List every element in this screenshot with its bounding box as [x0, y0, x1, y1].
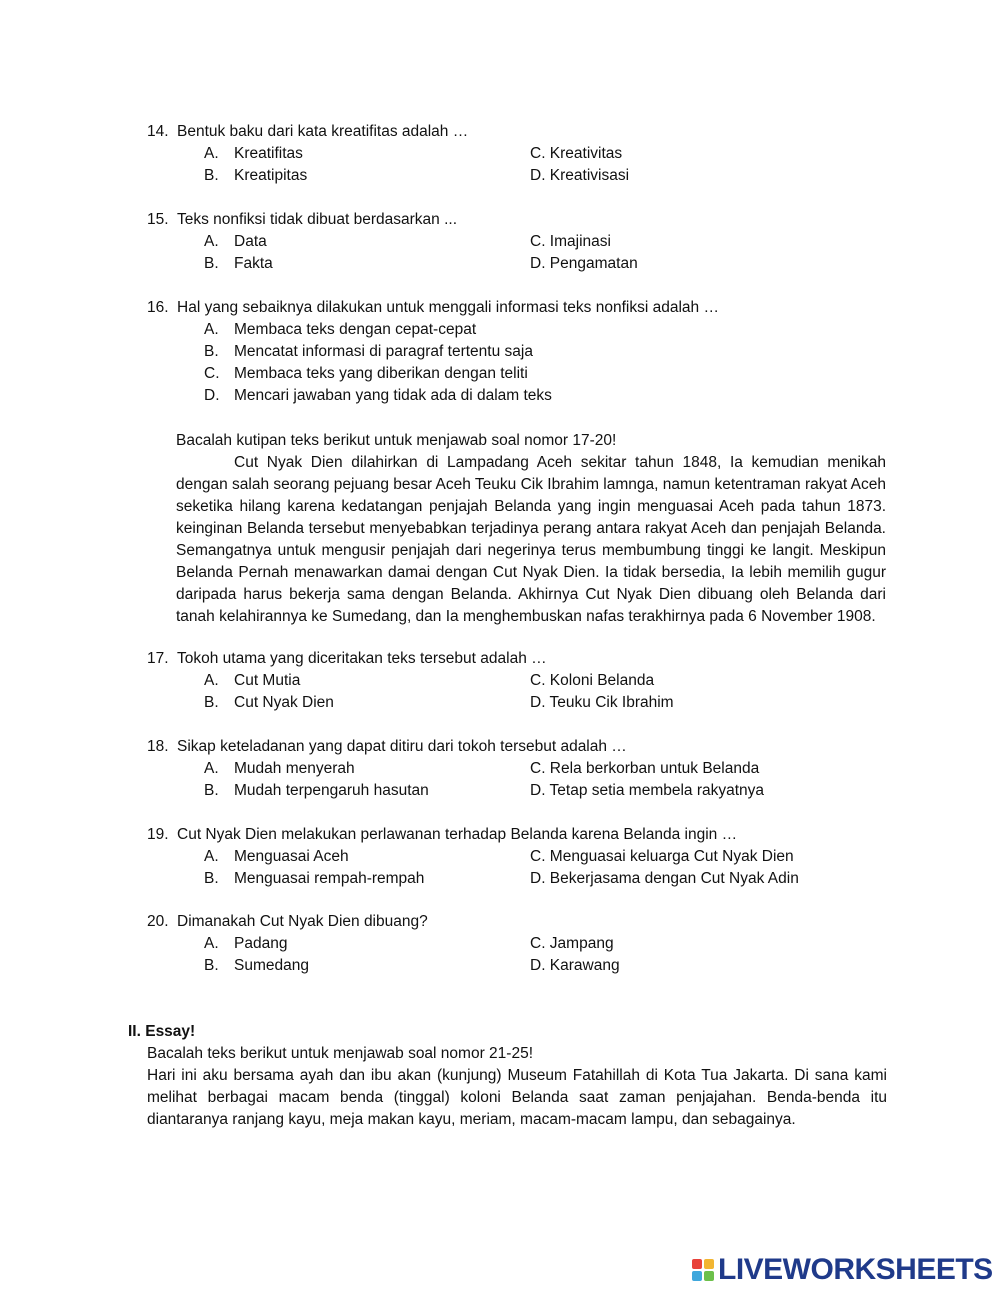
- logo-tile-3: [692, 1271, 702, 1281]
- option-c[interactable]: C. Rela berkorban untuk Belanda: [530, 760, 760, 777]
- option-a[interactable]: Data: [234, 233, 267, 250]
- option-letter-d: D.: [204, 387, 220, 404]
- option-c[interactable]: C. Imajinasi: [530, 233, 611, 250]
- option-letter-b: B.: [204, 167, 219, 184]
- option-letter-b: B.: [204, 782, 219, 799]
- option-letter-b: B.: [204, 694, 219, 711]
- option-letter-a: A.: [204, 145, 219, 162]
- option-b[interactable]: Cut Nyak Dien: [234, 694, 334, 711]
- logo-text: LIVEWORKSHEETS: [718, 1253, 993, 1286]
- option-c[interactable]: Membaca teks yang diberikan dengan teliti: [234, 365, 528, 382]
- liveworksheets-logo: [692, 1253, 993, 1287]
- option-d[interactable]: D. Bekerjasama dengan Cut Nyak Adin: [530, 870, 799, 887]
- option-d[interactable]: D. Tetap setia membela rakyatnya: [530, 782, 765, 799]
- essay-heading: II. Essay!: [128, 1023, 196, 1040]
- logo-tile-2: [704, 1259, 714, 1269]
- option-a[interactable]: Mudah menyerah: [234, 760, 355, 777]
- reading-passage: [176, 430, 886, 628]
- option-letter-a: A.: [204, 233, 219, 250]
- option-d[interactable]: D. Kreativisasi: [530, 167, 630, 184]
- question-text: Sikap keteladanan yang dapat ditiru dari tokoh tersebut adalah …: [177, 738, 627, 755]
- option-a[interactable]: Padang: [234, 935, 288, 952]
- question-number: 15.: [147, 211, 169, 228]
- option-c[interactable]: C. Koloni Belanda: [530, 672, 655, 689]
- option-letter-a: A.: [204, 672, 219, 689]
- question-number: 19.: [147, 826, 169, 843]
- option-a[interactable]: Cut Mutia: [234, 672, 301, 689]
- option-c[interactable]: C. Menguasai keluarga Cut Nyak Dien: [530, 848, 794, 865]
- option-b[interactable]: Fakta: [234, 255, 273, 272]
- question-text: Tokoh utama yang diceritakan teks tersebut adalah …: [177, 650, 547, 667]
- option-c[interactable]: C. Jampang: [530, 935, 614, 952]
- logo-tile-1: [692, 1259, 702, 1269]
- option-a[interactable]: Menguasai Aceh: [234, 848, 349, 865]
- option-d[interactable]: D. Teuku Cik Ibrahim: [530, 694, 674, 711]
- option-letter-b: B.: [204, 343, 219, 360]
- option-letter-b: B.: [204, 255, 219, 272]
- option-letter-b: B.: [204, 870, 219, 887]
- reading-text: Cut Nyak Dien dilahirkan di Lampadang Aceh sekitar tahun 1848, Ia kemudian menikah dengan salah seorang pejuang besar Aceh Teuku Cik Ibrahim lamnga, namun ketentraman rakyat Aceh seketika hilang karena kedatangan penjajah Belanda yang ingin menguasai Aceh pada tahun 1873. keinginan Belanda tersebut menyebabkan terjadinya perang antara rakyat Aceh dan penjajah Belanda. Semangatnya untuk mengusir penjajah dari negerinya terus membumbung tinggi ke langit. Meskipun Belanda Pernah menawarkan damai dengan Cut Nyak Dien. Ia tidak bersedia, Ia lebih memilih gugur daripada harus bekerja sama dengan Belanda. Akhirnya Cut Nyak Dien dibuang oleh Belanda dari tanah kelahirannya ke Sumedang, dan Ia menghembuskan nafas terakhirnya pada 6 November 1908.: [176, 454, 886, 625]
- essay-text: Hari ini aku bersama ayah dan ibu akan (kunjung) Museum Fatahillah di Kota Tua Jakarta. Di sana kami melihat berbagai macam benda (tinggal) koloni Belanda saat zaman penjajahan. Benda-benda itu diantaranya ranjang kayu, meja makan kayu, meriam, macam-macam lampu, dan sebagainya.: [147, 1067, 887, 1128]
- question-number: 17.: [147, 650, 169, 667]
- option-b[interactable]: Sumedang: [234, 957, 309, 974]
- question-number: 14.: [147, 123, 169, 140]
- reading-intro: Bacalah kutipan teks berikut untuk menjawab soal nomor 17-20!: [176, 432, 617, 449]
- logo-tile-4: [704, 1271, 714, 1281]
- option-b[interactable]: Mudah terpengaruh hasutan: [234, 782, 429, 799]
- question-text: Dimanakah Cut Nyak Dien dibuang?: [177, 913, 428, 930]
- option-letter-c: C.: [204, 365, 220, 382]
- option-letter-a: A.: [204, 760, 219, 777]
- option-letter-a: A.: [204, 935, 219, 952]
- option-b[interactable]: Kreatipitas: [234, 167, 308, 184]
- question-text: Teks nonfiksi tidak dibuat berdasarkan ...: [177, 211, 458, 228]
- question-number: 18.: [147, 738, 169, 755]
- question-text: Bentuk baku dari kata kreatifitas adalah …: [177, 123, 469, 140]
- option-c[interactable]: C. Kreativitas: [530, 145, 623, 162]
- question-number: 20.: [147, 913, 169, 930]
- question-number: 16.: [147, 299, 169, 316]
- question-text: Hal yang sebaiknya dilakukan untuk menggali informasi teks nonfiksi adalah …: [177, 299, 719, 316]
- liveworksheets-logo-icon: [692, 1259, 714, 1281]
- option-d[interactable]: D. Pengamatan: [530, 255, 638, 272]
- option-letter-a: A.: [204, 321, 219, 338]
- option-d[interactable]: Mencari jawaban yang tidak ada di dalam teks: [234, 387, 552, 404]
- option-letter-a: A.: [204, 848, 219, 865]
- option-b[interactable]: Menguasai rempah-rempah: [234, 870, 425, 887]
- option-d[interactable]: D. Karawang: [530, 957, 620, 974]
- option-a[interactable]: Membaca teks dengan cepat-cepat: [234, 321, 477, 338]
- essay-intro: Bacalah teks berikut untuk menjawab soal nomor 21-25!: [147, 1045, 533, 1062]
- option-letter-b: B.: [204, 957, 219, 974]
- essay-passage: [147, 1043, 887, 1131]
- option-a[interactable]: Kreatifitas: [234, 145, 303, 162]
- question-text: Cut Nyak Dien melakukan perlawanan terhadap Belanda karena Belanda ingin …: [177, 826, 738, 843]
- option-b[interactable]: Mencatat informasi di paragraf tertentu saja: [234, 343, 533, 360]
